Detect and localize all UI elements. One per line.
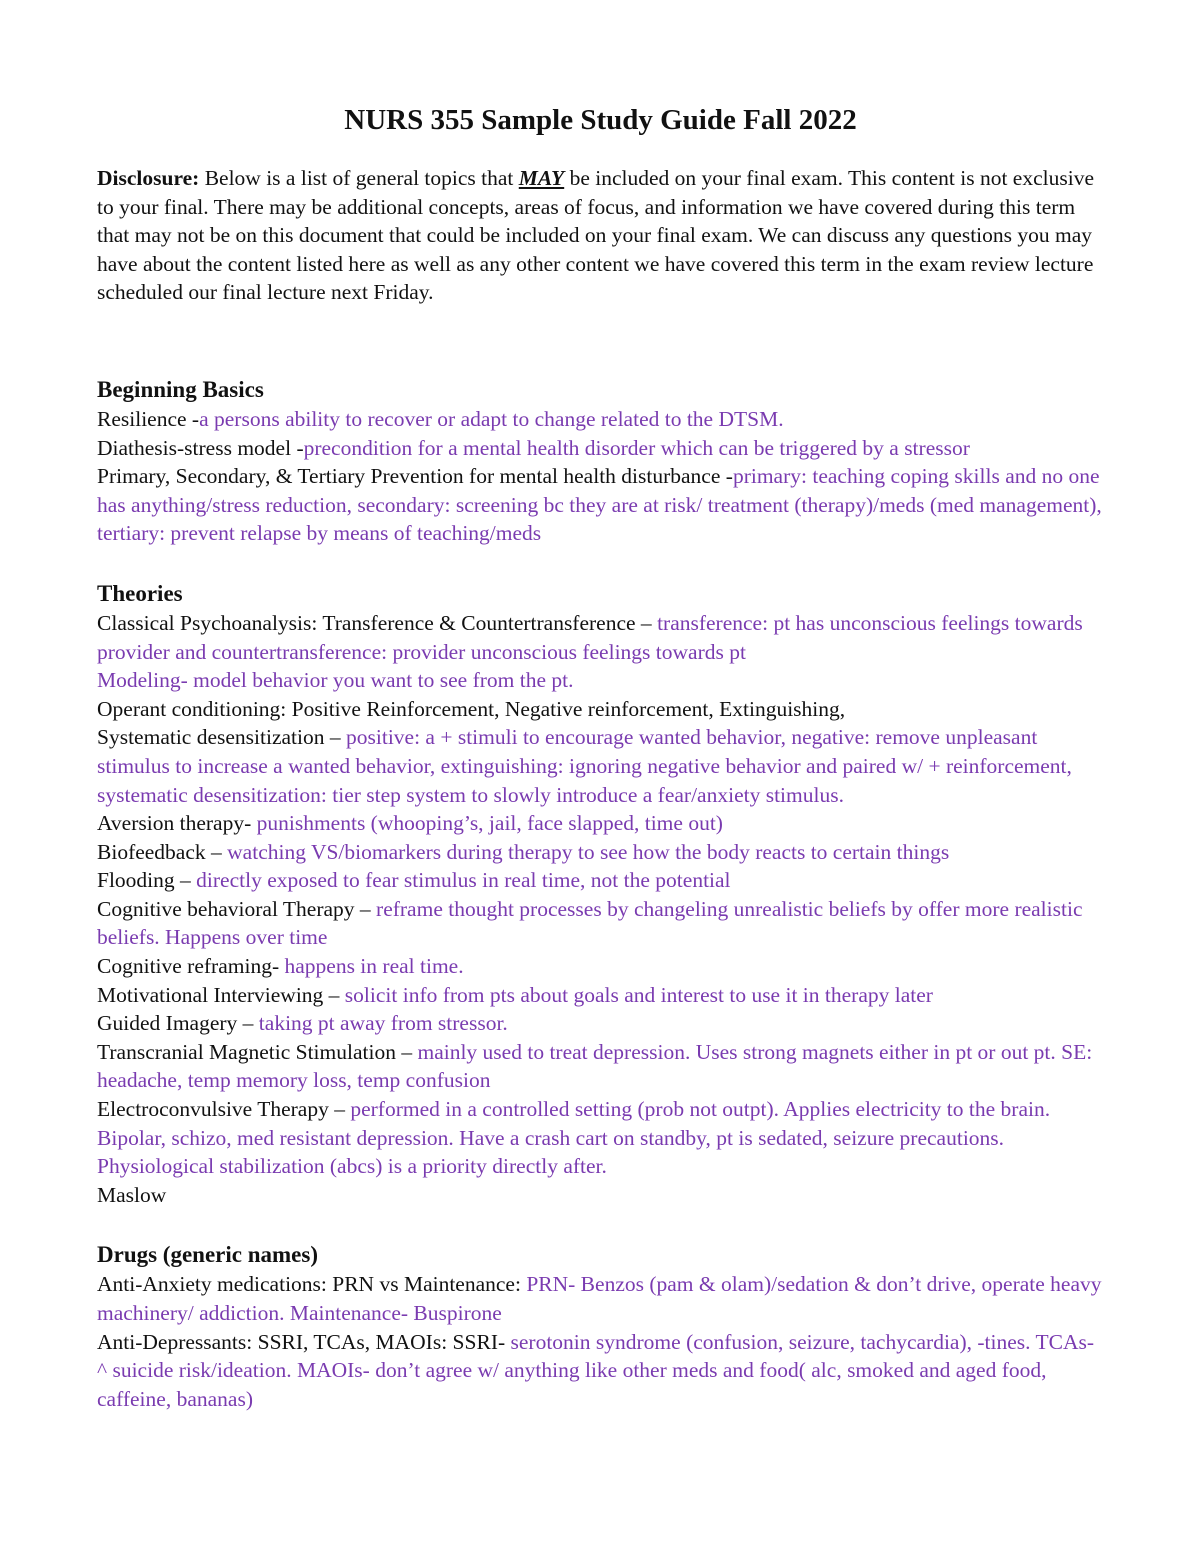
topic-note: performed in a controlled setting (prob not outpt). Applies electricity to the brain. Bipolar, schizo, med resistant depression. Have a crash cart on standby, pt is sedated, seizure precautions. Physiological stabilization (abcs) is a priority directly after.: [97, 1097, 1051, 1179]
topic-note: serotonin syndrome (confusion, seizure, tachycardia), -tines. TCAs- ^ suicide risk/ideation. MAOIs- don’t agree w/ anything like other meds and food( alc, smoked and aged food, caffeine, bananas): [97, 1329, 1095, 1411]
section-heading: Drugs (generic names): [97, 1242, 319, 1268]
topic-text: Resilience -: [97, 406, 200, 431]
topic-note: positive: a + stimuli to encourage wanted behavior, negative: remove unpleasant stimulus to increase a wanted behavior, extinguishing: ignoring negative behavior and paired w/ + reinforcement, systematic desensitization: tier step system to slowly introduce a fear/anxiety stimulus.: [97, 725, 1072, 807]
topic-line: [97, 809, 1104, 838]
topic-text: Transcranial Magnetic Stimulation –: [97, 1039, 418, 1064]
topic-text: Anti-Anxiety medications: PRN vs Maintenance:: [97, 1272, 527, 1297]
topic-text: Primary, Secondary, & Tertiary Prevention for mental health disturbance -: [97, 464, 733, 489]
section-theories: [97, 579, 1104, 1209]
topic-note: mainly used to treat depression. Uses strong magnets either in pt or out pt. SE: headache, temp memory loss, temp confusion: [97, 1039, 1093, 1093]
topic-line: [97, 838, 1104, 867]
topic-line: [97, 666, 1104, 695]
topic-note: precondition for a mental health disorder which can be triggered by a stressor: [303, 435, 970, 460]
page-title: NURS 355 Sample Study Guide Fall 2022: [344, 104, 857, 136]
topic-line: [97, 1181, 1104, 1210]
section-heading: Theories: [97, 580, 183, 606]
topic-note: a persons ability to recover or adapt to change related to the DTSM.: [199, 406, 784, 431]
topic-line: [97, 981, 1104, 1010]
disclosure-paragraph: [97, 164, 1104, 307]
section-heading: Beginning Basics: [97, 376, 264, 402]
topic-line: [97, 952, 1104, 981]
topic-note: punishments (whooping’s, jail, face slapped, time out): [256, 811, 723, 836]
topic-text: Flooding –: [97, 868, 197, 893]
topic-line: [97, 695, 1104, 724]
topic-note: Modeling- model behavior you want to see from the pt.: [97, 668, 574, 693]
disclosure-label: Disclosure:: [97, 166, 200, 190]
topic-note: directly exposed to fear stimulus in real time, not the potential: [196, 868, 731, 893]
topic-text: Biofeedback –: [97, 839, 228, 864]
topic-text: Cognitive reframing-: [97, 954, 285, 979]
topic-line: [97, 609, 1104, 666]
disclosure-text-before: Below is a list of general topics that: [199, 166, 519, 190]
topic-text: Anti-Depressants: SSRI, TCAs, MAOIs: SSRI-: [97, 1329, 511, 1354]
topic-text: Cognitive behavioral Therapy –: [97, 896, 377, 921]
topic-line: [97, 434, 1104, 463]
section-beginning-basics: [97, 375, 1104, 548]
topic-note: transference: pt has unconscious feelings towards provider and countertransference: provider unconscious feelings towards pt: [97, 610, 1083, 664]
topic-note: reframe thought processes by changeling unrealistic beliefs by offer more realistic beliefs. Happens over time: [97, 896, 1083, 950]
topic-note: happens in real time.: [284, 954, 464, 979]
topic-text: Aversion therapy-: [97, 811, 257, 836]
topic-text: Systematic desensitization –: [97, 725, 346, 750]
topic-line: [97, 1038, 1104, 1095]
topic-text: Diathesis-stress model -: [97, 435, 304, 460]
topic-text: Maslow: [97, 1182, 167, 1207]
topic-note: solicit info from pts about goals and interest to use it in therapy later: [344, 982, 933, 1007]
section-drugs: [97, 1240, 1104, 1413]
topic-note: watching VS/biomarkers during therapy to see how the body reacts to certain things: [227, 839, 950, 864]
topic-line: [97, 1009, 1104, 1038]
topic-line: [97, 866, 1104, 895]
topic-text: Guided Imagery –: [97, 1011, 259, 1036]
topic-text: Motivational Interviewing –: [97, 982, 345, 1007]
topic-note: PRN- Benzos (pam & olam)/sedation & don’t drive, operate heavy machinery/ addiction. Maintenance- Buspirone: [97, 1272, 1102, 1325]
topic-line: [97, 1328, 1104, 1414]
topic-line: [97, 723, 1104, 809]
topic-note: taking pt away from stressor.: [258, 1011, 508, 1036]
topic-note: primary: teaching coping skills and no one has anything/stress reduction, secondary: screening bc they are at risk/ treatment (therapy)/meds (med management), tertiary: prevent relapse by means of teaching/meds: [97, 464, 1102, 546]
topic-line: [97, 1095, 1104, 1181]
topic-line: [97, 1270, 1104, 1327]
topic-text: Electroconvulsive Therapy –: [97, 1097, 351, 1122]
disclosure-text-after: be included on your final exam. This content is not exclusive to your final. There may be additional concepts, areas of focus, and information we have covered during this term that may not be on this document that could be included on your final exam. We can discuss any questions you may have about the content listed here as well as any other content we have covered this term in the exam review lecture scheduled our final lecture next Friday.: [97, 166, 1095, 305]
disclosure-emphasis: MAY: [518, 166, 565, 190]
topic-text: Operant conditioning: Positive Reinforcement, Negative reinforcement, Extinguishing,: [97, 696, 846, 721]
topic-line: [97, 405, 1104, 434]
topic-text: Classical Psychoanalysis: Transference & Countertransference –: [97, 610, 658, 635]
topic-line: [97, 895, 1104, 952]
topic-line: [97, 462, 1104, 548]
